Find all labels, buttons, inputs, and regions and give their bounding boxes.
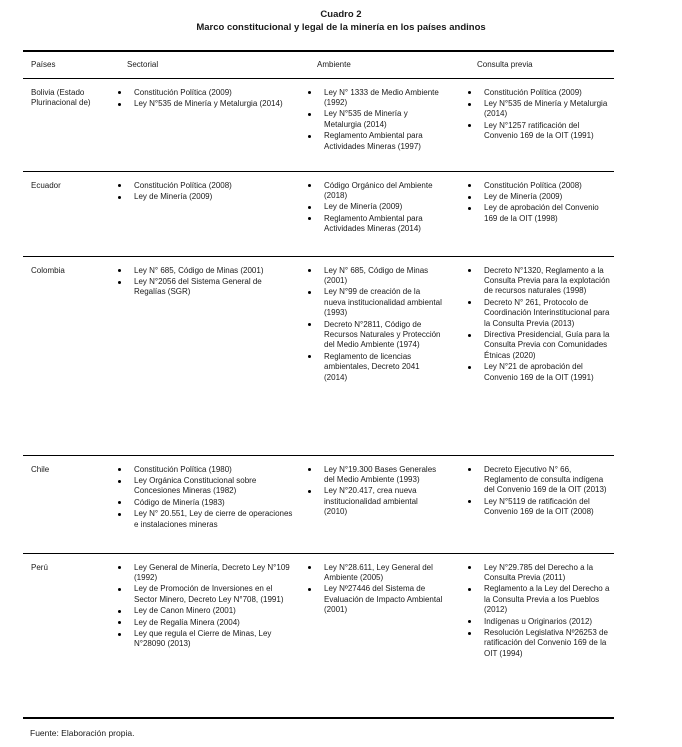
law-item: Constitución Política (2008): [115, 181, 295, 191]
law-item: Ley N°28.611, Ley General del Ambiente (2005): [305, 563, 443, 584]
law-list: [305, 181, 443, 235]
law-item: Ley de Promoción de Inversiones en el Sector Minero, Decreto Ley N°708, (1991): [115, 584, 295, 605]
country-cell: Ecuador: [31, 180, 61, 190]
law-item: Ley N°20.417, crea nueva institucionalidad ambiental (2010): [305, 486, 443, 517]
law-item: Ley N° 685, Código de Minas (2001): [305, 266, 443, 287]
country-cell: Bolivia (Estado Plurinacional de): [31, 87, 91, 107]
law-item: Ley General de Minería, Decreto Ley N°109 (1992): [115, 563, 295, 584]
sectorial-cell: [115, 455, 305, 553]
sectorial-cell: [115, 256, 305, 455]
table-row: [23, 171, 614, 256]
law-item: Ley de Canon Minero (2001): [115, 606, 295, 616]
ambiente-cell: [305, 553, 465, 718]
law-item: Resolución Legislativa Nº26253 de ratificación del Convenio 169 de la OIT (1994): [465, 628, 612, 659]
law-item: Indígenas u Originarios (2012): [465, 617, 612, 627]
legal-framework-table: [23, 50, 614, 719]
table-row: [23, 78, 614, 171]
law-list: [115, 181, 295, 203]
law-item: Directiva Presidencial, Guía para la Consulta Previa con Comunidades Étnicas (2020): [465, 330, 612, 361]
table-number: Cuadro 2: [320, 9, 362, 20]
law-list: [465, 181, 612, 225]
ambiente-cell: [305, 256, 465, 455]
law-item: Ley N°535 de Minería y Metalurgia (2014): [465, 99, 612, 120]
law-item: Ley que regula el Cierre de Minas, Ley N°28090 (2013): [115, 629, 295, 650]
law-list: [115, 465, 295, 530]
sectorial-cell: [115, 171, 305, 256]
law-item: Ley N°29.785 del Derecho a la Consulta Previa (2011): [465, 563, 612, 584]
col-header-sectorial: Sectorial: [127, 60, 159, 70]
ambiente-cell: [305, 455, 465, 553]
law-item: Código Orgánico del Ambiente (2018): [305, 181, 443, 202]
law-item: Ley N°535 de Minería y Metalurgia (2014): [305, 109, 443, 130]
consulta-previa-cell: [465, 171, 614, 256]
law-list: [465, 563, 612, 660]
ambiente-cell: [305, 171, 465, 256]
law-item: Ley N° 1333 de Medio Ambiente (1992): [305, 88, 443, 109]
country-cell: Perú: [31, 562, 48, 572]
law-item: Ley N°2056 del Sistema General de Regalías (SGR): [115, 277, 295, 298]
law-item: Ley N°535 de Minería y Metalurgia (2014): [115, 99, 295, 109]
law-item: Constitución Política (2009): [115, 88, 295, 98]
law-list: [465, 465, 612, 518]
law-item: Ley de Regalía Minera (2004): [115, 618, 295, 628]
table-body: [23, 78, 614, 718]
consulta-previa-cell: [465, 256, 614, 455]
country-cell: Colombia: [31, 265, 65, 275]
consulta-previa-cell: [465, 553, 614, 718]
law-item: Decreto N°2811, Código de Recursos Naturales y Protección del Medio Ambiente (1974): [305, 320, 443, 351]
law-item: Constitución Política (2009): [465, 88, 612, 98]
law-item: Ley de Minería (2009): [305, 202, 443, 212]
col-header-ambiente: Ambiente: [317, 60, 351, 70]
law-item: Reglamento a la Ley del Derecho a la Consulta Previa a los Pueblos (2012): [465, 584, 612, 615]
table-row: [23, 455, 614, 553]
law-item: Ley N°99 de creación de la nueva institucionalidad ambiental (1993): [305, 287, 443, 318]
consulta-previa-cell: [465, 455, 614, 553]
law-item: Ley N°5119 de ratificación del Convenio 169 de la OIT (2008): [465, 497, 612, 518]
law-item: Decreto Ejecutivo N° 66, Reglamento de consulta indígena del Convenio 169 de la OIT (2013): [465, 465, 612, 496]
law-list: [305, 563, 443, 616]
table-caption: [0, 0, 682, 34]
law-list: [115, 88, 295, 110]
law-item: Constitución Política (1980): [115, 465, 295, 475]
law-item: Código de Minería (1983): [115, 498, 295, 508]
law-item: Ley de Minería (2009): [115, 192, 295, 202]
law-item: Ley N°19.300 Bases Generales del Medio Ambiente (1993): [305, 465, 443, 486]
law-list: [465, 88, 612, 142]
col-header-paises: Países: [31, 60, 56, 70]
law-list: [115, 563, 295, 650]
law-item: Ley Nº27446 del Sistema de Evaluación de Impacto Ambiental (2001): [305, 584, 443, 615]
consulta-previa-cell: [465, 78, 614, 171]
law-item: Ley N°21 de aprobación del Convenio 169 de la OIT (1991): [465, 362, 612, 383]
header-row: [23, 51, 614, 78]
source-note: Fuente: Elaboración propia.: [30, 728, 135, 738]
law-item: Reglamento Ambiental para Actividades Mineras (1997): [305, 131, 443, 152]
law-list: [305, 465, 443, 518]
law-item: Decreto N°1320, Reglamento a la Consulta Previa para la explotación de recursos naturales (1998): [465, 266, 612, 297]
law-list: [115, 266, 295, 298]
table-title: Marco constitucional y legal de la minería en los países andinos: [196, 22, 486, 33]
table-row: [23, 553, 614, 718]
law-list: [305, 266, 443, 383]
law-item: Constitución Política (2008): [465, 181, 612, 191]
law-item: Ley N° 685, Código de Minas (2001): [115, 266, 295, 276]
law-item: Decreto N° 261, Protocolo de Coordinación Interinstitucional para la Consulta Previa (2013): [465, 298, 612, 329]
law-item: Ley de aprobación del Convenio 169 de la OIT (1998): [465, 203, 612, 224]
country-cell: Chile: [31, 464, 50, 474]
law-list: [305, 88, 443, 152]
law-list: [465, 266, 612, 383]
law-item: Ley N° 20.551, Ley de cierre de operaciones e instalaciones mineras: [115, 509, 295, 530]
sectorial-cell: [115, 78, 305, 171]
law-item: Ley Orgánica Constitucional sobre Concesiones Mineras (1982): [115, 476, 295, 497]
col-header-consulta-previa: Consulta previa: [477, 60, 533, 70]
law-item: Reglamento de licencias ambientales, Decreto 2041 (2014): [305, 352, 443, 383]
law-item: Reglamento Ambiental para Actividades Mineras (2014): [305, 214, 443, 235]
law-item: Ley N°1257 ratificación del Convenio 169 de la OIT (1991): [465, 121, 612, 142]
ambiente-cell: [305, 78, 465, 171]
table-row: [23, 256, 614, 455]
sectorial-cell: [115, 553, 305, 718]
law-item: Ley de Minería (2009): [465, 192, 612, 202]
